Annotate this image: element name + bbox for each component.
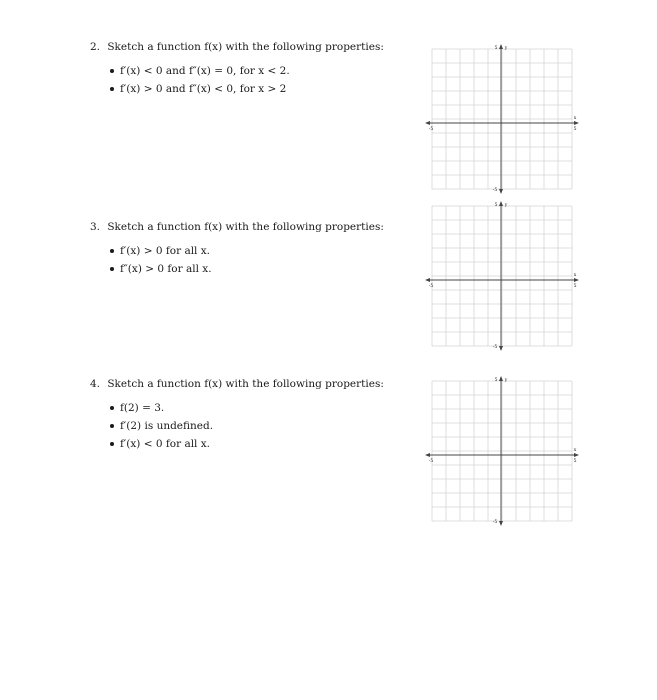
property-list (90, 62, 410, 98)
problem-number: 2. (90, 41, 101, 53)
coordinate-grid-problem-3[interactable] (425, 201, 580, 351)
property-item: f′(x) < 0 and f″(x) = 0, for x < 2. (120, 62, 410, 80)
problem-heading (90, 40, 410, 54)
property-item: f′(x) > 0 for all x. (120, 242, 410, 260)
problem-heading (90, 220, 410, 234)
property-item: f′(2) is undefined. (120, 417, 410, 435)
x-axis-arrow-left-icon (425, 121, 430, 125)
x-min-tick-label: -5 (428, 127, 434, 132)
x-axis-arrow-left-icon (425, 453, 430, 457)
x-max-tick-label: 5 (573, 284, 577, 289)
x-axis-label: x (573, 116, 577, 121)
x-axis-arrow-left-icon (425, 278, 430, 282)
y-axis-arrow-down-icon (499, 189, 503, 194)
grid-svg (425, 376, 580, 526)
property-item: f′(x) > 0 and f″(x) < 0, for x > 2 (120, 80, 410, 98)
y-min-tick-label: -5 (492, 520, 498, 525)
coordinate-grid-problem-2[interactable] (425, 44, 580, 194)
x-max-tick-label: 5 (573, 127, 577, 132)
grid-svg (425, 44, 580, 194)
y-max-tick-label: 5 (494, 46, 498, 51)
y-axis-arrow-up-icon (499, 201, 503, 206)
problem-4 (90, 377, 410, 453)
y-axis-arrow-down-icon (499, 521, 503, 526)
grid-svg (425, 201, 580, 351)
y-axis-arrow-up-icon (499, 376, 503, 381)
problem-number: 4. (90, 378, 101, 390)
coordinate-grid-problem-4[interactable] (425, 376, 580, 526)
x-axis-label: x (573, 448, 577, 453)
problem-heading (90, 377, 410, 391)
y-min-tick-label: -5 (492, 345, 498, 350)
problem-number: 3. (90, 221, 101, 233)
y-max-tick-label: 5 (494, 203, 498, 208)
problem-2 (90, 40, 410, 98)
property-item: f′(x) < 0 for all x. (120, 435, 410, 453)
y-max-tick-label: 5 (494, 378, 498, 383)
x-min-tick-label: -5 (428, 284, 434, 289)
x-max-tick-label: 5 (573, 459, 577, 464)
problem-prompt: Sketch a function f(x) with the following properties: (107, 41, 384, 53)
property-item: f″(x) > 0 for all x. (120, 260, 410, 278)
property-list (90, 399, 410, 453)
x-axis-arrow-right-icon (574, 121, 579, 125)
x-axis-label: x (573, 273, 577, 278)
property-item: f(2) = 3. (120, 399, 410, 417)
property-list (90, 242, 410, 278)
x-axis-arrow-right-icon (574, 278, 579, 282)
x-min-tick-label: -5 (428, 459, 434, 464)
y-axis-label: y (504, 203, 508, 208)
x-axis-arrow-right-icon (574, 453, 579, 457)
y-axis-arrow-up-icon (499, 44, 503, 49)
y-min-tick-label: -5 (492, 188, 498, 193)
problem-3 (90, 220, 410, 278)
problem-prompt: Sketch a function f(x) with the following properties: (107, 378, 384, 390)
y-axis-label: y (504, 46, 508, 51)
y-axis-arrow-down-icon (499, 346, 503, 351)
problem-prompt: Sketch a function f(x) with the following properties: (107, 221, 384, 233)
y-axis-label: y (504, 378, 508, 383)
